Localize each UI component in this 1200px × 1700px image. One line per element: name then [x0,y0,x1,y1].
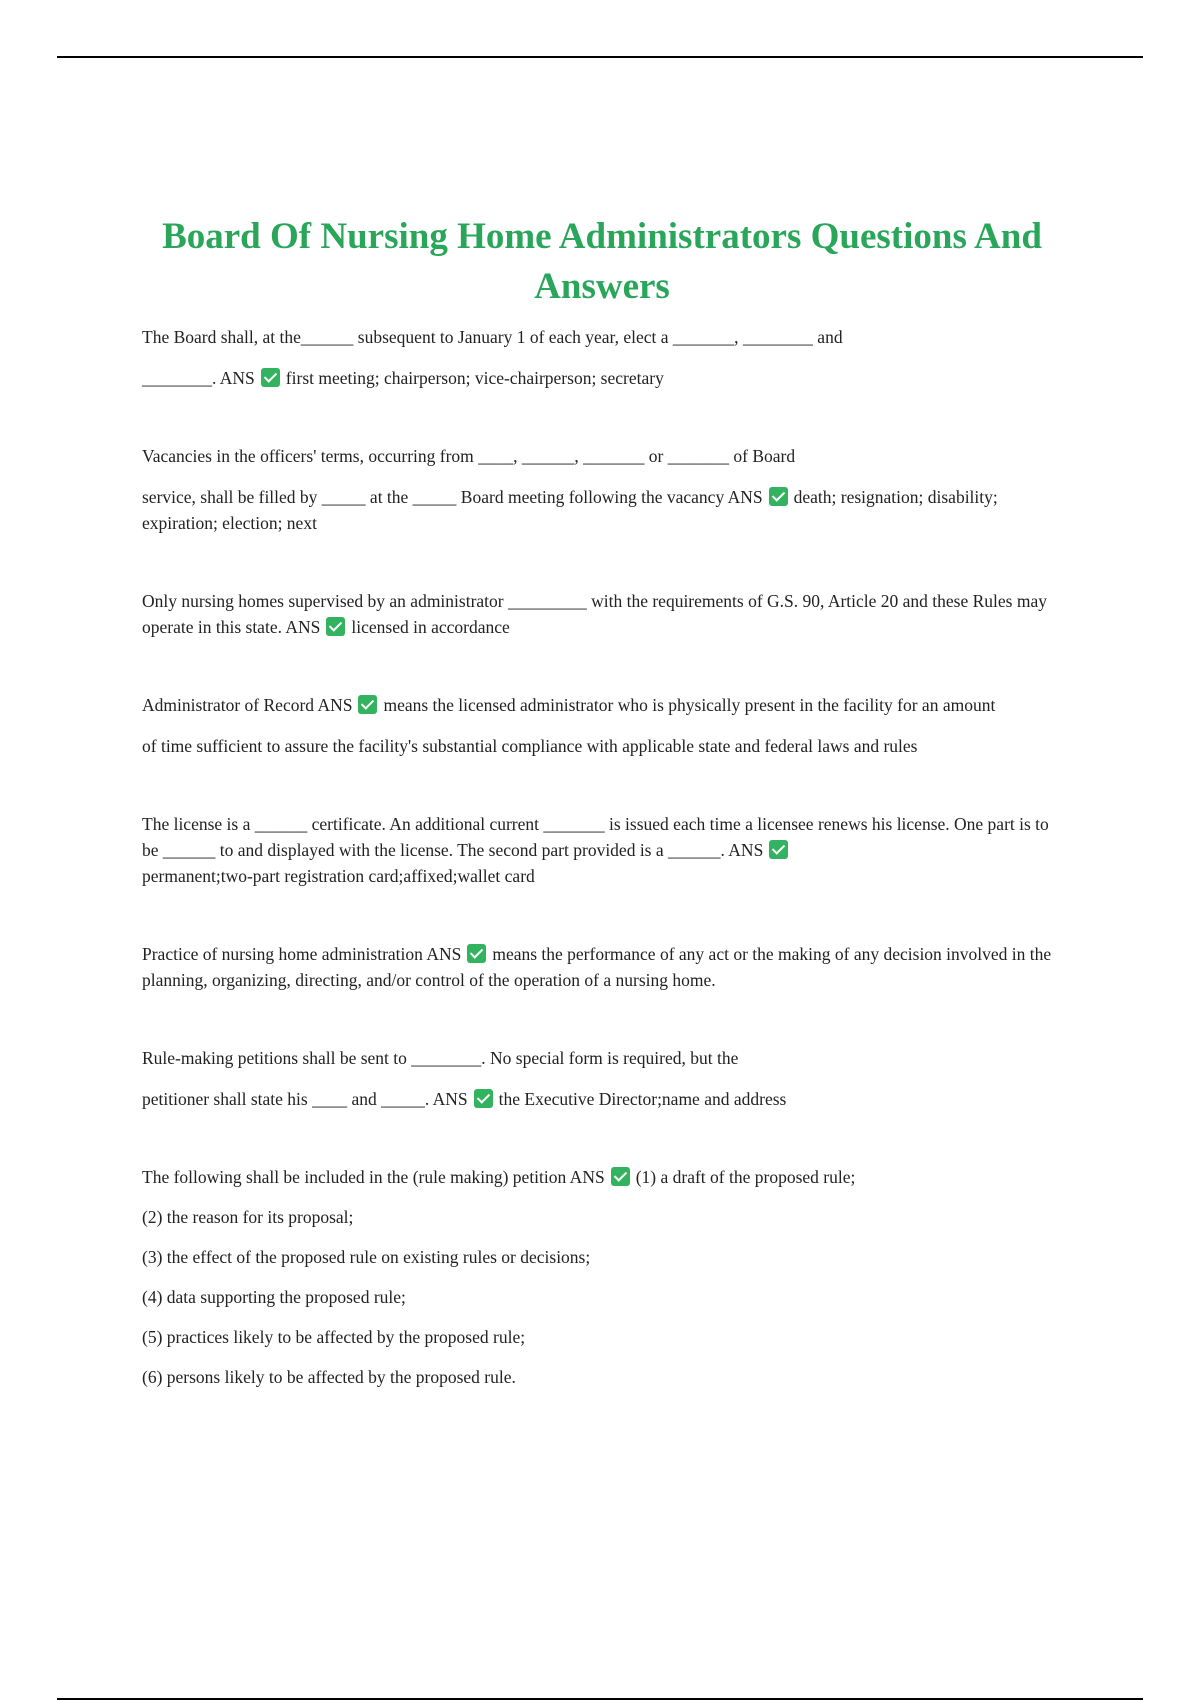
check-icon [474,1089,493,1108]
qa-item-4 [142,692,1062,759]
list-item: (3) the effect of the proposed rule on existing rules or decisions; [142,1247,591,1267]
question-text: service, shall be filled by _____ at the _____ Board meeting following the vacancy ANS [142,487,763,507]
answer-text: means the performance of any act or the making of any decision involved in the planning, organizing, directing, and/or control of the operation of a nursing home. [142,944,1052,990]
answer-text: means the licensed administrator who is physically present in the facility for an amount [383,695,996,715]
check-icon [769,487,788,506]
check-icon [261,368,280,387]
qa-item-2 [142,443,1062,536]
question-text: ________. ANS [142,368,255,388]
qa-item-1 [142,324,1062,391]
question-text: The following shall be included in the (rule making) petition ANS [142,1167,605,1187]
top-rule [57,56,1143,58]
answer-text: permanent;two-part registration card;affixed;wallet card [142,866,535,886]
qa-item-3 [142,588,1062,640]
question-text: Rule-making petitions shall be sent to ________. No special form is required, but the [142,1048,739,1068]
question-text: Only nursing homes supervised by an administrator _________ with the requirements of G.S. 90, Article 20 and these Rules may operate in this state. ANS [142,591,1047,637]
check-icon [326,617,345,636]
check-icon [611,1167,630,1186]
list-item: (5) practices likely to be affected by the proposed rule; [142,1327,526,1347]
question-line [142,365,1062,391]
question-text: Vacancies in the officers' terms, occurring from ____, ______, _______ or _______ of Board [142,446,796,466]
answer-text: death; resignation; disability; expiration; election; next [142,487,998,533]
list-item: (6) persons likely to be affected by the proposed rule. [142,1367,516,1387]
qa-item-5 [142,811,1062,889]
question-text: The license is a ______ certificate. An additional current _______ is issued each time a licensee renews his license. One part is to be ______ to and displayed with the license. The second part provided is a ______. ANS [142,814,1049,860]
answer-continuation: of time sufficient to assure the facility's substantial compliance with applicable state and federal laws and rules [142,736,918,756]
check-icon [769,840,788,859]
question-text: Administrator of Record ANS [142,695,353,715]
question-text: Practice of nursing home administration ANS [142,944,462,964]
check-icon [358,695,377,714]
question-line [142,1086,1062,1112]
list-item: (2) the reason for its proposal; [142,1207,354,1227]
answer-text: licensed in accordance [351,617,510,637]
answer-text: (1) a draft of the proposed rule; [635,1167,856,1187]
document-title: Board Of Nursing Home Administrators Questions And Answers [162,216,1042,307]
question-text: petitioner shall state his ____ and _____. ANS [142,1089,468,1109]
answer-text: the Executive Director;name and address [498,1089,787,1109]
qa-item-6 [142,941,1062,993]
qa-item-8 [142,1164,1062,1390]
qa-item-7 [142,1045,1062,1112]
check-icon [467,944,486,963]
answer-text: first meeting; chairperson; vice-chairperson; secretary [285,368,664,388]
document-page [142,212,1062,1390]
question-text: The Board shall, at the______ subsequent to January 1 of each year, elect a _______, ________ and [142,327,843,347]
list-item: (4) data supporting the proposed rule; [142,1287,406,1307]
question-line [142,484,1062,536]
